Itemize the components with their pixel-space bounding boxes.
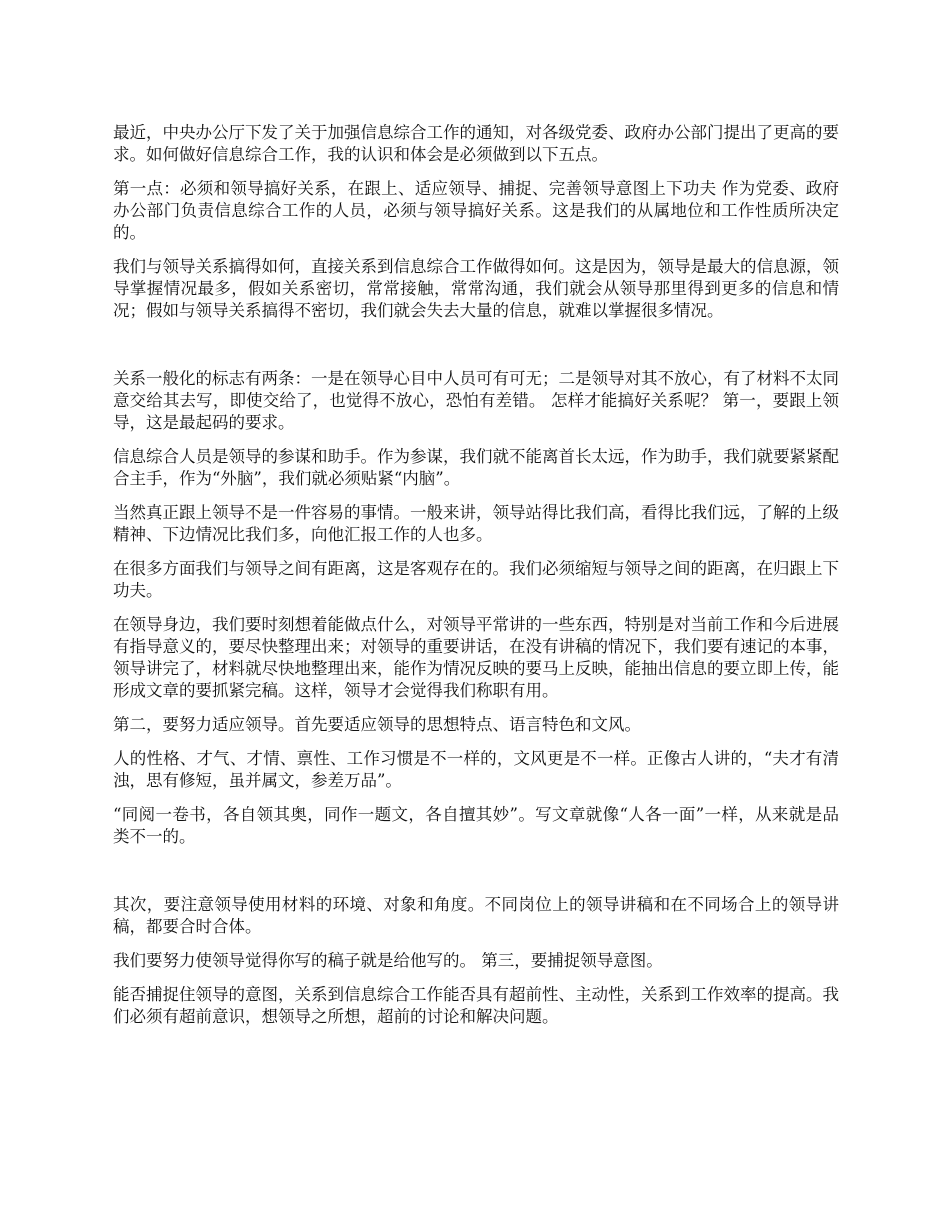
paragraph: 我们与领导关系搞得如何，直接关系到信息综合工作做得如何。这是因为，领导是最大的信息源，领导掌握情况最多，假如关系密切，常常接触，常常沟通，我们就会从领导那里得到更多的信息和情况；假如与领导关系搞得不密切，我们就会失去大量的信息，就难以掌握很多情况。 xyxy=(113,257,839,320)
paragraph: 在很多方面我们与领导之间有距离，这是客观存在的。我们必须缩短与领导之间的距离，在归跟上下功夫。 xyxy=(113,559,839,600)
paragraph: 最近，中央办公厅下发了关于加强信息综合工作的通知，对各级党委、政府办公部门提出了更高的要求。如何做好信息综合工作，我的认识和体会是必须做到以下五点。 xyxy=(113,123,839,164)
document-body xyxy=(113,122,839,1040)
paragraph: 信息综合人员是领导的参谋和助手。作为参谋，我们就不能离首长太远，作为助手，我们就要紧紧配合主手，作为“外脑”，我们就必须贴紧“内脑”。 xyxy=(113,447,839,488)
paragraph: 其次，要注意领导使用材料的环境、对象和角度。不同岗位上的领导讲稿和在不同场合上的领导讲稿，都要合时合体。 xyxy=(113,895,839,936)
paragraph: 第二，要努力适应领导。首先要适应领导的思想特点、语言特色和文风。 xyxy=(113,715,641,734)
paragraph: 我们要努力使领导觉得你写的稿子就是给他写的。 第三，要捕捉领导意图。 xyxy=(113,951,663,970)
paragraph: 人的性格、才气、才情、禀性、工作习惯是不一样的，文风更是不一样。正像古人讲的，“夫才有清浊，思有修短，虽并属文，参差万品”。 xyxy=(113,749,839,790)
paragraph: 第一点：必须和领导搞好关系，在跟上、适应领导、捕捉、完善领导意图上下功夫 作为党委、政府办公部门负责信息综合工作的人员，必须与领导搞好关系。这是我们的从属地位和工作性质所决定的。 xyxy=(113,179,839,242)
paragraph: “同阅一卷书，各自领其奥，同作一题文，各自擅其妙”。写文章就像“人各一面”一样，从来就是品类不一的。 xyxy=(113,805,839,846)
paragraph: 关系一般化的标志有两条：一是在领导心目中人员可有可无；二是领导对其不放心，有了材料不太同意交给其去写，即使交给了，也觉得不放心，恐怕有差错。 怎样才能搞好关系呢？ 第一，要跟上领导，这是最起码的要求。 xyxy=(113,369,839,432)
paragraph: 当然真正跟上领导不是一件容易的事情。一般来讲，领导站得比我们高，看得比我们远，了解的上级精神、下边情况比我们多，向他汇报工作的人也多。 xyxy=(113,503,839,544)
paragraph: 能否捕捉住领导的意图，关系到信息综合工作能否具有超前性、主动性，关系到工作效率的提高。我们必须有超前意识，想领导之所想，超前的讨论和解决问题。 xyxy=(113,985,839,1026)
paragraph: 在领导身边，我们要时刻想着能做点什么，对领导平常讲的一些东西，特别是对当前工作和今后进展有指导意义的，要尽快整理出来；对领导的重要讲话，在没有讲稿的情况下，我们要有速记的本事，领导讲完了，材料就尽快地整理出来，能作为情况反映的要马上反映，能抽出信息的要立即上传，能形成文章的要抓紧完稿。这样，领导才会觉得我们称职有用。 xyxy=(113,615,839,700)
